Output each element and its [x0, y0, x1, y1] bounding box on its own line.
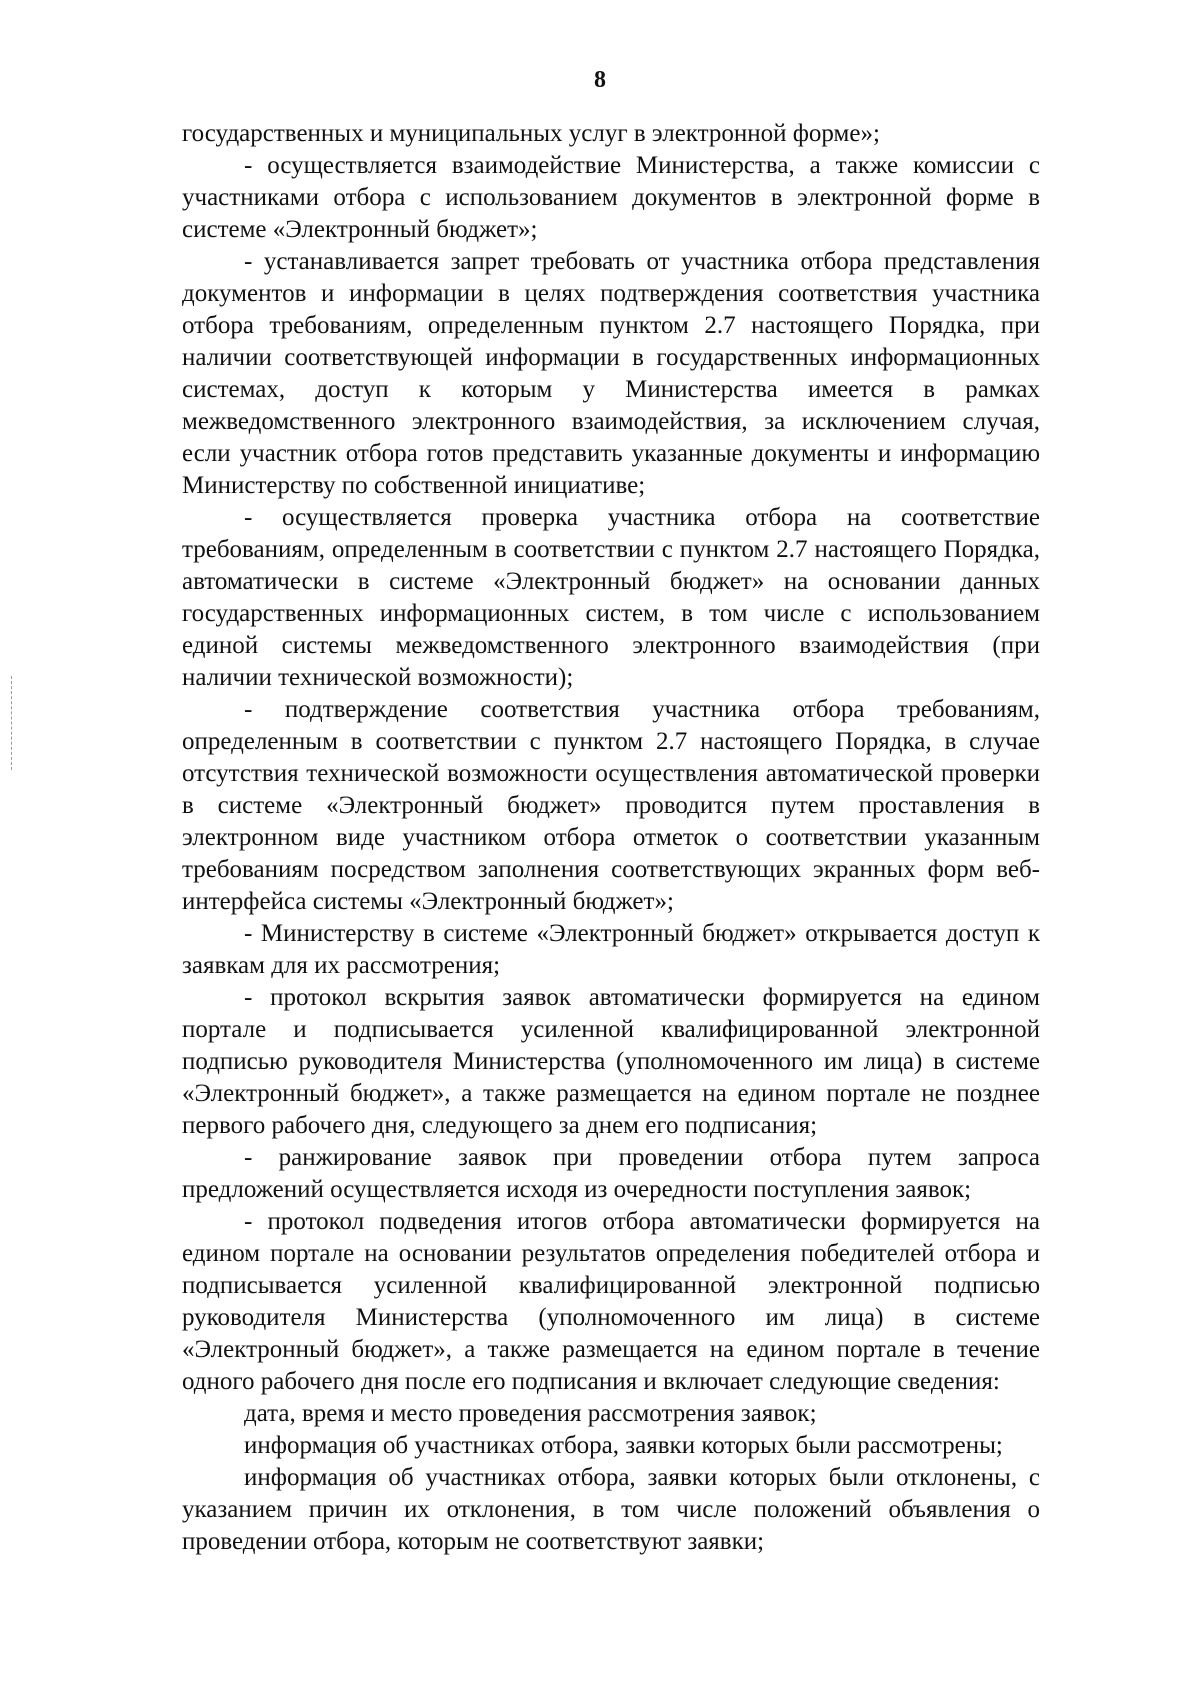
paragraph: - осуществляется проверка участника отбора на соответствие требованиям, определенным в соответствии с пунктом 2.7 настоящего Порядка, автоматически в системе «Электронный бюджет» на основании данных государственных информационных систем, в том числе с использованием единой системы межведомственного электронного взаимодействия (при наличии технической возможности);	[182, 504, 1040, 691]
scan-margin-mark	[11, 676, 12, 770]
paragraph: информация об участниках отбора, заявки которых были отклонены, с указанием причин их отклонения, в том числе положений объявления о проведении отбора, которым не соответствуют заявки;	[182, 1464, 1040, 1555]
paragraph: - протокол подведения итогов отбора автоматически формируется на едином портале на основании результатов определения победителей отбора и подписывается усиленной квалифицированной электронной подписью руководителя Министерства (уполномоченного им лица) в системе «Электронный бюджет», а также размещается на едином портале в течение одного рабочего дня после его подписания и включает следующие сведения:	[182, 1208, 1040, 1395]
paragraph: - устанавливается запрет требовать от участника отбора представления документов и информации в целях подтверждения соответствия участника отбора требованиям, определенным пунктом 2.7 настоящего Порядка, при наличии соответствующей информации в государственных информационных системах, доступ к которым у Министерства имеется в рамках межведомственного электронного взаимодействия, за исключением случая, если участник отбора готов представить указанные документы и информацию Министерству по собственной инициативе;	[182, 248, 1040, 499]
page-number: 8	[594, 67, 606, 93]
paragraph: дата, время и место проведения рассмотрения заявок;	[244, 1400, 817, 1427]
paragraph: - ранжирование заявок при проведении отбора путем запроса предложений осуществляется исходя из очередности поступления заявок;	[182, 1144, 1040, 1203]
paragraph: - подтверждение соответствия участника отбора требованиям, определенным в соответствии с пунктом 2.7 настоящего Порядка, в случае отсутствия технической возможности осуществления автоматической проверки в системе «Электронный бюджет» проводится путем проставления в электронном виде участником отбора отметок о соответствии указанным требованиям посредством заполнения соответствующих экранных форм веб-интерфейса системы «Электронный бюджет»;	[182, 696, 1040, 915]
document-body	[182, 118, 1040, 1558]
paragraph: - Министерству в системе «Электронный бюджет» открывается доступ к заявкам для их рассмотрения;	[182, 920, 1040, 979]
paragraph: информация об участниках отбора, заявки которых были рассмотрены;	[244, 1432, 1003, 1459]
paragraph: государственных и муниципальных услуг в электронной форме»;	[182, 120, 880, 147]
paragraph: - осуществляется взаимодействие Министерства, а также комиссии с участниками отбора с использованием документов в электронной форме в системе «Электронный бюджет»;	[182, 152, 1040, 243]
paragraph: - протокол вскрытия заявок автоматически формируется на едином портале и подписывается усиленной квалифицированной электронной подписью руководителя Министерства (уполномоченного им лица) в системе «Электронный бюджет», а также размещается на едином портале не позднее первого рабочего дня, следующего за днем его подписания;	[182, 984, 1040, 1139]
